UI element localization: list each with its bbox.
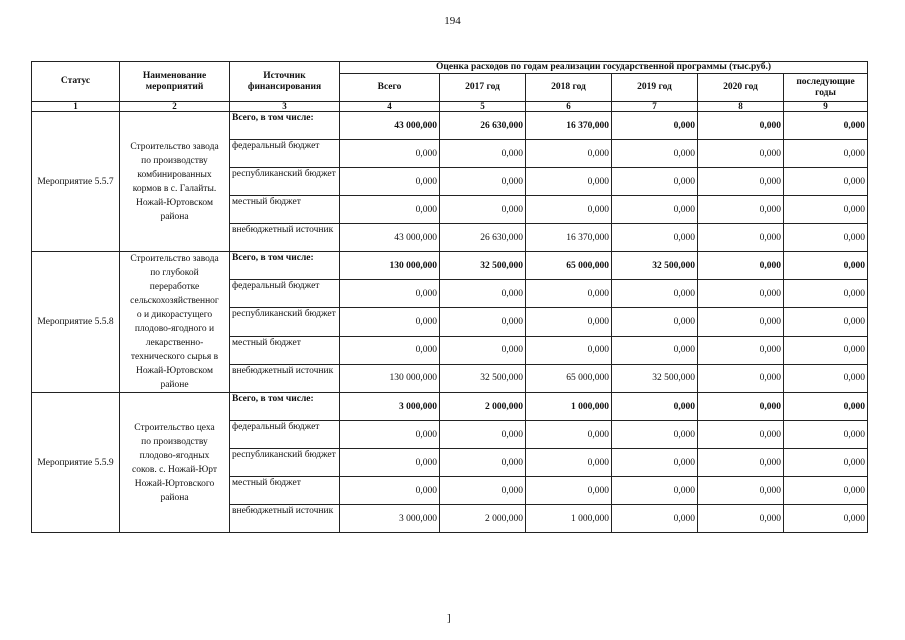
column-number: 1: [32, 102, 120, 112]
value-cell: 0,000: [526, 280, 612, 308]
value-cell: 0,000: [340, 449, 440, 477]
value-cell: 0,000: [784, 168, 868, 196]
value-cell: 0,000: [784, 336, 868, 364]
value-cell: 43 000,000: [340, 112, 440, 140]
name-line: плодово-ягодных: [139, 450, 210, 461]
table-row-total: [32, 252, 868, 280]
source-cell: Всего, в том числе:: [230, 252, 340, 280]
status-cell: Мероприятие 5.5.8: [32, 252, 120, 393]
value-cell: 0,000: [784, 308, 868, 336]
value-cell: 130 000,000: [340, 364, 440, 392]
value-cell: 0,000: [612, 477, 698, 505]
name-line: Строительство завода: [130, 141, 219, 152]
value-cell: 0,000: [612, 168, 698, 196]
value-cell: 0,000: [340, 140, 440, 168]
value-cell: 0,000: [698, 505, 784, 533]
source-cell: Всего, в том числе:: [230, 112, 340, 140]
value-cell: 130 000,000: [340, 252, 440, 280]
value-cell: 32 500,000: [440, 252, 526, 280]
value-cell: 0,000: [698, 308, 784, 336]
source-cell: федеральный бюджет: [230, 140, 340, 168]
name-line: районе: [160, 380, 189, 390]
header-year: Всего: [340, 74, 440, 102]
name-line: по глубокой: [150, 268, 199, 278]
value-cell: 0,000: [340, 421, 440, 449]
value-cell: 0,000: [440, 140, 526, 168]
value-cell: 1 000,000: [526, 505, 612, 533]
name-line: сельскохозяйственног: [130, 296, 219, 306]
name-cell: [120, 252, 230, 393]
value-cell: 0,000: [698, 196, 784, 224]
value-cell: 0,000: [440, 477, 526, 505]
source-cell: федеральный бюджет: [230, 280, 340, 308]
column-number: 8: [698, 102, 784, 112]
source-cell: местный бюджет: [230, 336, 340, 364]
header-year: 2020 год: [698, 74, 784, 102]
value-cell: 0,000: [698, 364, 784, 392]
budget-table: [31, 61, 868, 533]
table-header: [32, 62, 868, 112]
value-cell: 0,000: [440, 280, 526, 308]
value-cell: 0,000: [784, 421, 868, 449]
value-cell: 0,000: [526, 168, 612, 196]
header-year: 2017 год: [440, 74, 526, 102]
value-cell: 32 500,000: [440, 364, 526, 392]
source-cell: республиканский бюджет: [230, 449, 340, 477]
value-cell: 0,000: [698, 224, 784, 252]
value-cell: 32 500,000: [612, 364, 698, 392]
value-cell: 0,000: [340, 196, 440, 224]
value-cell: 65 000,000: [526, 252, 612, 280]
header-year: последующие годы: [784, 74, 868, 102]
name-line: Ножай-Юртовском: [136, 197, 213, 208]
source-cell: Всего, в том числе:: [230, 393, 340, 421]
header-year: 2019 год: [612, 74, 698, 102]
value-cell: 0,000: [526, 421, 612, 449]
value-cell: 0,000: [784, 112, 868, 140]
value-cell: 0,000: [612, 112, 698, 140]
value-cell: 0,000: [698, 140, 784, 168]
name-cell: [120, 112, 230, 252]
value-cell: 0,000: [340, 308, 440, 336]
value-cell: 0,000: [440, 336, 526, 364]
column-number: 5: [440, 102, 526, 112]
value-cell: 0,000: [784, 196, 868, 224]
value-cell: 0,000: [526, 308, 612, 336]
value-cell: 0,000: [784, 393, 868, 421]
name-line: района: [160, 211, 189, 222]
value-cell: 0,000: [340, 336, 440, 364]
value-cell: 32 500,000: [612, 252, 698, 280]
value-cell: 26 630,000: [440, 224, 526, 252]
value-cell: 0,000: [612, 280, 698, 308]
value-cell: 43 000,000: [340, 224, 440, 252]
value-cell: 0,000: [784, 477, 868, 505]
value-cell: 0,000: [440, 168, 526, 196]
status-cell: Мероприятие 5.5.7: [32, 112, 120, 252]
header-source: Источник финансирования: [230, 62, 340, 102]
value-cell: 0,000: [526, 140, 612, 168]
value-cell: 2 000,000: [440, 505, 526, 533]
name-line: Строительство завода: [130, 254, 219, 264]
status-cell: Мероприятие 5.5.9: [32, 393, 120, 533]
value-cell: 0,000: [440, 308, 526, 336]
source-cell: республиканский бюджет: [230, 168, 340, 196]
header-status: Статус: [32, 62, 120, 102]
name-line: о и дикорастущего: [136, 310, 213, 320]
value-cell: 3 000,000: [340, 505, 440, 533]
name-line: района: [160, 492, 189, 503]
value-cell: 0,000: [784, 140, 868, 168]
value-cell: 0,000: [612, 505, 698, 533]
name-line: Ножай-Юртовского: [134, 478, 215, 489]
name-line: переработке: [149, 282, 200, 292]
source-cell: внебюджетный источник: [230, 505, 340, 533]
column-number: 2: [120, 102, 230, 112]
name-line: по производству: [141, 155, 208, 166]
value-cell: 0,000: [612, 393, 698, 421]
value-cell: 0,000: [612, 140, 698, 168]
value-cell: 0,000: [698, 168, 784, 196]
source-cell: внебюджетный источник: [230, 224, 340, 252]
source-cell: внебюджетный источник: [230, 364, 340, 392]
table-row-total: [32, 393, 868, 421]
value-cell: 0,000: [612, 308, 698, 336]
value-cell: 1 000,000: [526, 393, 612, 421]
value-cell: 0,000: [698, 449, 784, 477]
value-cell: 0,000: [698, 421, 784, 449]
name-line: кормов в с. Галайты.: [132, 183, 217, 194]
source-cell: местный бюджет: [230, 196, 340, 224]
value-cell: 0,000: [526, 196, 612, 224]
value-cell: 0,000: [698, 112, 784, 140]
value-cell: 0,000: [340, 280, 440, 308]
value-cell: 16 370,000: [526, 112, 612, 140]
value-cell: 2 000,000: [440, 393, 526, 421]
column-number: 6: [526, 102, 612, 112]
footer-mark: ]: [447, 612, 451, 624]
value-cell: 0,000: [698, 393, 784, 421]
value-cell: 0,000: [526, 477, 612, 505]
source-cell: местный бюджет: [230, 477, 340, 505]
value-cell: 0,000: [784, 505, 868, 533]
value-cell: 0,000: [784, 224, 868, 252]
value-cell: 0,000: [612, 449, 698, 477]
value-cell: 3 000,000: [340, 393, 440, 421]
value-cell: 0,000: [612, 196, 698, 224]
value-cell: 26 630,000: [440, 112, 526, 140]
column-number: 9: [784, 102, 868, 112]
value-cell: 0,000: [698, 477, 784, 505]
value-cell: 0,000: [340, 168, 440, 196]
value-cell: 0,000: [340, 477, 440, 505]
column-number: 3: [230, 102, 340, 112]
column-number: 7: [612, 102, 698, 112]
name-line: по производству: [141, 436, 208, 447]
name-line: Ножай-Юртовском: [136, 366, 213, 376]
name-cell: [120, 393, 230, 533]
name-line: плодово-ягодного и: [134, 324, 215, 334]
source-cell: республиканский бюджет: [230, 308, 340, 336]
value-cell: 0,000: [612, 336, 698, 364]
value-cell: 0,000: [440, 421, 526, 449]
header-name: Наименование мероприятий: [120, 62, 230, 102]
value-cell: 65 000,000: [526, 364, 612, 392]
value-cell: 0,000: [784, 280, 868, 308]
value-cell: 0,000: [440, 196, 526, 224]
name-line: соков. с. Ножай-Юрт: [132, 464, 217, 475]
value-cell: 16 370,000: [526, 224, 612, 252]
header-year: 2018 год: [526, 74, 612, 102]
name-line: технического сырья в: [130, 352, 219, 362]
value-cell: 0,000: [526, 336, 612, 364]
header-estimate: Оценка расходов по годам реализации государственной программы (тыс.руб.): [340, 62, 868, 74]
column-number: 4: [340, 102, 440, 112]
value-cell: 0,000: [698, 252, 784, 280]
value-cell: 0,000: [440, 449, 526, 477]
source-cell: федеральный бюджет: [230, 421, 340, 449]
table-body: [32, 112, 868, 533]
name-line: комбинированных: [137, 169, 212, 180]
value-cell: 0,000: [526, 449, 612, 477]
page-number: 194: [444, 15, 461, 27]
value-cell: 0,000: [698, 280, 784, 308]
value-cell: 0,000: [784, 364, 868, 392]
value-cell: 0,000: [698, 336, 784, 364]
value-cell: 0,000: [612, 421, 698, 449]
value-cell: 0,000: [784, 252, 868, 280]
value-cell: 0,000: [612, 224, 698, 252]
table-row-total: [32, 112, 868, 140]
name-line: лекарственно-: [145, 338, 204, 348]
value-cell: 0,000: [784, 449, 868, 477]
name-line: Строительство цеха: [134, 422, 215, 433]
